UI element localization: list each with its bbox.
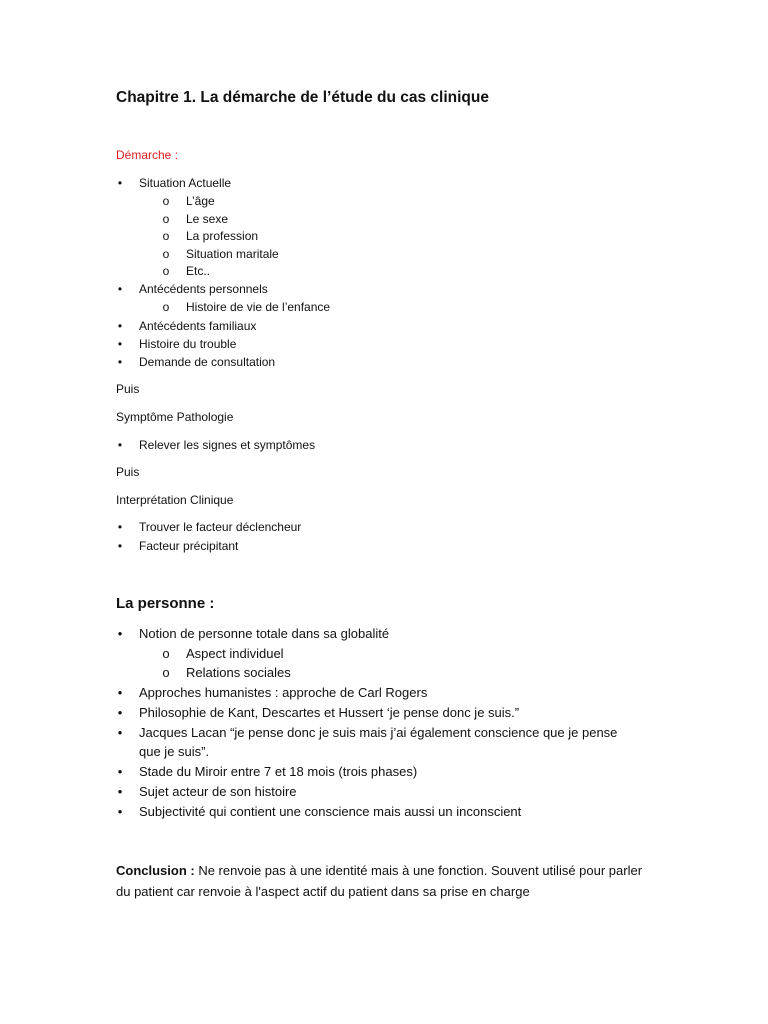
bullet-icon: • bbox=[117, 282, 123, 296]
circle-bullet-icon: o bbox=[162, 300, 170, 314]
sub-list-item-text: Histoire de vie de l’enfance bbox=[186, 300, 331, 314]
list-item-text: Subjectivité qui contient une conscience mais aussi un inconscient bbox=[139, 804, 522, 819]
circle-bullet-icon: o bbox=[162, 247, 170, 261]
bullet-icon: • bbox=[117, 520, 123, 534]
circle-bullet-icon: o bbox=[162, 212, 170, 226]
list-item-text: Sujet acteur de son histoire bbox=[139, 784, 297, 799]
bullet-icon: • bbox=[117, 626, 123, 641]
list-item-text: Philosophie de Kant, Descartes et Hussert ‘je pense donc je suis.” bbox=[139, 705, 520, 720]
bullet-icon: • bbox=[117, 725, 123, 740]
circle-bullet-icon: o bbox=[162, 229, 170, 243]
symptome-heading: Symptôme Pathologie bbox=[116, 410, 234, 424]
bullet-icon: • bbox=[117, 784, 123, 799]
list-item-text: Situation Actuelle bbox=[139, 176, 232, 190]
demarche-heading: Démarche : bbox=[116, 148, 179, 162]
list-item-text: Trouver le facteur déclencheur bbox=[139, 520, 302, 534]
list-item-text: Antécédents personnels bbox=[139, 282, 268, 296]
bullet-icon: • bbox=[117, 176, 123, 190]
conclusion-text: Ne renvoie pas à une identité mais à une fonction. Souvent utilisé pour parler du patient car renvoie à l'aspect actif du patient dans sa prise en charge bbox=[116, 863, 643, 899]
list-item-text: Notion de personne totale dans sa globalité bbox=[139, 626, 390, 641]
list-item-text: Approches humanistes : approche de Carl Rogers bbox=[139, 685, 428, 700]
sub-list-item-text: Aspect individuel bbox=[186, 646, 284, 661]
bullet-icon: • bbox=[117, 355, 123, 369]
bullet-icon: • bbox=[117, 705, 123, 720]
circle-bullet-icon: o bbox=[162, 264, 170, 278]
circle-bullet-icon: o bbox=[162, 665, 170, 680]
circle-bullet-icon: o bbox=[162, 646, 170, 661]
list-item-text: Facteur précipitant bbox=[139, 539, 239, 553]
personne-heading: La personne : bbox=[116, 595, 215, 612]
bullet-icon: • bbox=[117, 685, 123, 700]
bullet-icon: • bbox=[117, 319, 123, 333]
bullet-icon: • bbox=[117, 804, 123, 819]
conclusion-label: Conclusion : bbox=[116, 863, 195, 878]
sub-list-item-text: Situation maritale bbox=[186, 247, 279, 261]
chapter-title: Chapitre 1. La démarche de l’étude du cas clinique bbox=[116, 89, 489, 106]
sub-list-item-text: Relations sociales bbox=[186, 665, 291, 680]
list-item-text: Antécédents familiaux bbox=[139, 319, 257, 333]
sub-list-item-text: La profession bbox=[186, 229, 259, 243]
puis-text: Puis bbox=[116, 465, 140, 479]
conclusion-paragraph bbox=[116, 860, 656, 902]
list-item-text: Demande de consultation bbox=[139, 355, 276, 369]
list-item-text: Jacques Lacan “je pense donc je suis mais j’ai également conscience que je pense bbox=[139, 725, 618, 740]
sub-list-item-text: Etc.. bbox=[186, 264, 211, 278]
sub-list-item-text: Le sexe bbox=[186, 212, 229, 226]
bullet-icon: • bbox=[117, 764, 123, 779]
list-item-text: que je suis”. bbox=[139, 744, 210, 759]
puis-text: Puis bbox=[116, 382, 140, 396]
sub-list-item-text: L’âge bbox=[186, 194, 215, 208]
list-item-text: Histoire du trouble bbox=[139, 337, 237, 351]
bullet-icon: • bbox=[117, 438, 123, 452]
bullet-icon: • bbox=[117, 539, 123, 553]
circle-bullet-icon: o bbox=[162, 194, 170, 208]
interpretation-heading: Interprétation Clinique bbox=[116, 493, 234, 507]
list-item-text: Stade du Miroir entre 7 et 18 mois (trois phases) bbox=[139, 764, 418, 779]
bullet-icon: • bbox=[117, 337, 123, 351]
list-item-text: Relever les signes et symptômes bbox=[139, 438, 316, 452]
